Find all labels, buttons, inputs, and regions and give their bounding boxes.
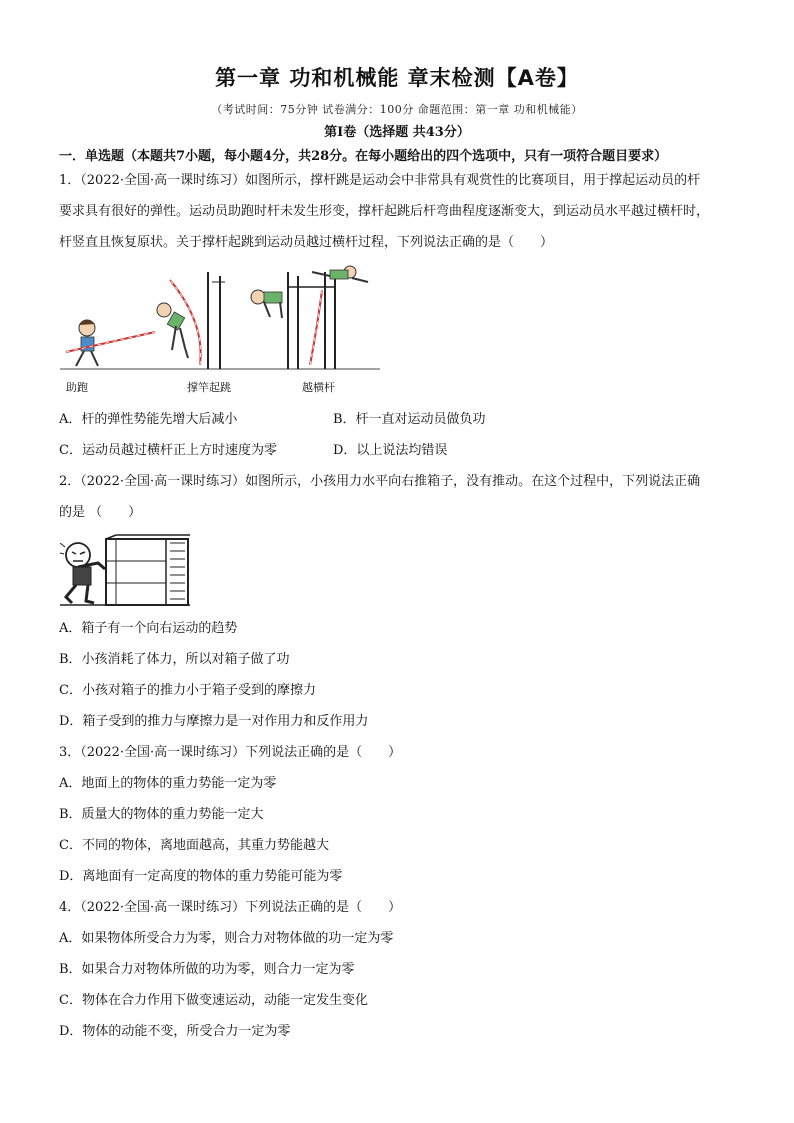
exam-info: （考试时间：75分钟 试卷满分：100分 命题范围：第一章 功和机械能） [211,103,583,116]
question-3-line-1: 3．（2022·全国·高一课时练习）下列说法正确的是（ ） [59,745,402,760]
question-4-option-b: B．如果合力对物体所做的功为零，则合力一定为零 [59,962,355,977]
question-2-option-c: C．小孩对箱子的推力小于箱子受到的摩擦力 [59,683,316,698]
question-3-option-d: D．离地面有一定高度的物体的重力势能可能为零 [59,869,343,884]
volume-heading: 第Ⅰ卷（选择题 共43分） [324,125,470,140]
question-2-option-b: B．小孩消耗了体力，所以对箱子做了功 [59,652,290,667]
question-4-option-d: D．物体的动能不变，所受合力一定为零 [59,1024,291,1039]
question-1-option-a: A．杆的弹性势能先增大后减小 [59,412,238,427]
question-1-option-c: C．运动员越过横杆正上方时速度为零 [59,443,277,458]
page-title: 第一章 功和机械能 章末检测【A卷】 [215,66,579,90]
pole-vault-figure [60,262,390,374]
question-1-line-1: 1．（2022·全国·高一课时练习）如图所示，撑杆跳是运动会中非常具有观赏性的比赛项目，用于撑起运动员的杆 [59,173,701,188]
question-1-line-2: 要求具有很好的弹性。运动员助跑时杆未发生形变，撑杆起跳后杆弯曲程度逐渐变大，到运动员水平越过横杆时， [59,204,710,219]
question-4-line-1: 4．（2022·全国·高一课时练习）下列说法正确的是（ ） [59,900,402,915]
figure-label-run: 助跑 [66,381,88,394]
question-3-option-b: B．质量大的物体的重力势能一定大 [59,807,264,822]
question-3-option-a: A．地面上的物体的重力势能一定为零 [59,776,277,791]
figure-label-clear-bar: 越横杆 [302,381,335,394]
runner-drawing [66,320,155,366]
question-2-option-a: A．箱子有一个向右运动的趋势 [59,621,238,636]
question-4-option-c: C．物体在合力作用下做变速运动，动能一定发生变化 [59,993,368,1008]
vaulter-drawing [157,280,201,365]
section-heading: 一．单选题（本题共7小题，每小题4分，共28分。在每小题给出的四个选项中，只有一项符合题目要求） [59,149,668,164]
question-4-option-a: A．如果物体所受合力为零，则合力对物体做的功一定为零 [59,931,394,946]
question-2-option-d: D．箱子受到的推力与摩擦力是一对作用力和反作用力 [59,714,369,729]
question-2-line-1: 2．（2022·全国·高一课时练习）如图所示，小孩用力水平向右推箱子，没有推动。在这个过程中，下列说法正确 [59,474,701,489]
question-1-line-3: 杆竖直且恢复原状。关于撑杆起跳到运动员越过横杆过程，下列说法正确的是（ ） [59,235,554,250]
question-2-line-2: 的是 （ ） [59,505,142,520]
bar-clear-drawing [251,266,368,369]
question-1-option-b: B．杆一直对运动员做负功 [333,412,486,427]
child-pushing-box-figure [58,533,193,608]
question-1-option-d: D．以上说法均错误 [333,443,448,458]
question-3-option-c: C．不同的物体，离地面越高，其重力势能越大 [59,838,329,853]
figure-label-takeoff: 撑竿起跳 [187,381,231,394]
